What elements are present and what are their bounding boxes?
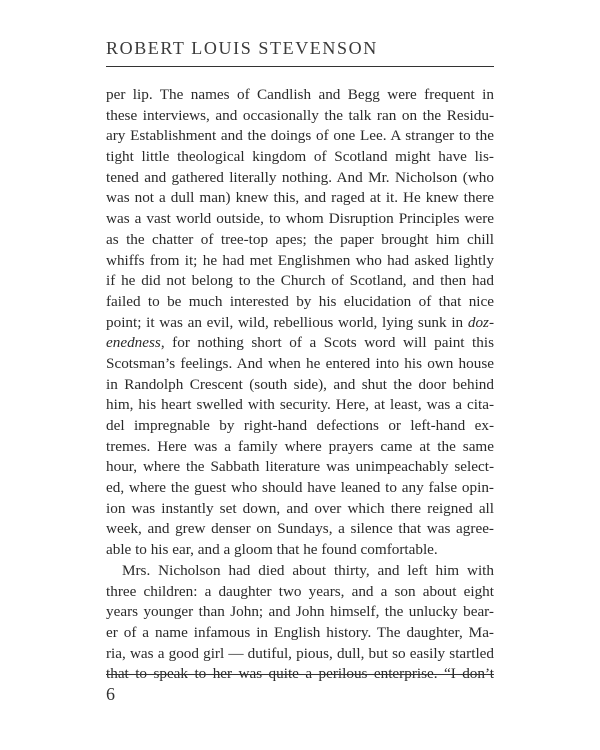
page-number: 6 [106, 684, 115, 704]
text-line-with-italic [106, 313, 494, 334]
text-line: week, and grew denser on Sundays, a silence that was agree- [106, 520, 494, 538]
text-line: as the chatter of tree-top apes; the paper brought him chill [106, 230, 494, 248]
italic-word: doz- [467, 313, 495, 331]
text-line: tened and gathered literally nothing. And Mr. Nicholson (who [106, 168, 494, 186]
text-line: ary Establishment and the doings of one Lee. A stranger to the [106, 127, 494, 145]
text-line: tight little theological kingdom of Scotland might have lis- [106, 148, 494, 166]
header-rule [106, 66, 494, 67]
text-line: per lip. The names of Candlish and Begg were frequent in [106, 86, 494, 103]
text-line: three children: a daughter two years, and a son about eight [106, 582, 494, 600]
text-line-part: , for nothing short of a Scots word will paint this [160, 334, 494, 352]
running-head: ROBERT LOUIS STEVENSON [106, 38, 378, 58]
text-line-part: point; it was an evil, wild, rebellious world, lying sunk in [106, 313, 464, 331]
text-line: able to his ear, and a gloom that he found comfortable. [106, 541, 438, 559]
text-line-with-italic [106, 333, 494, 354]
text-line: Scotsman’s feelings. And when he entered into his own house [106, 354, 494, 372]
text-line: in Randolph Crescent (south side), and shut the door behind [106, 375, 494, 393]
footer-rule [106, 674, 494, 675]
text-line: ed, where the guest who should have leaned to any false opin- [106, 479, 494, 497]
body-text [106, 85, 494, 685]
text-line: whiffs from it; he had met Englishmen who had asked lightly [106, 251, 494, 269]
italic-word: enedness [106, 334, 161, 352]
text-line: er of a name infamous in English history. The daughter, Ma- [106, 623, 494, 641]
text-line: that to speak to her was quite a perilous enterprise. “I don’t [106, 665, 494, 683]
text-line: was a vast world outside, to whom Disruption Principles were [106, 210, 494, 228]
text-line: these interviews, and occasionally the talk ran on the Residu- [106, 106, 494, 124]
text-line: him, his heart swelled with security. Here, at least, was a cita- [106, 396, 494, 414]
text-line: ria, was a good girl — dutiful, pious, dull, but so easily startled [106, 644, 494, 662]
text-line: was not a dull man) knew this, and raged at it. He knew there [106, 189, 494, 207]
text-line: years younger than John; and John himself, the unlucky bear- [106, 603, 494, 621]
text-line: tremes. Here was a family where prayers came at the same [106, 437, 494, 455]
text-line: failed to be much interested by his elucidation of that nice [106, 292, 494, 310]
text-line: if he did not belong to the Church of Scotland, and then had [106, 272, 494, 290]
text-line: Mrs. Nicholson had died about thirty, and left him with [122, 561, 494, 579]
text-line: del impregnable by right-hand defections or left-hand ex- [106, 417, 494, 434]
text-line: ion was instantly set down, and over which there reigned all [106, 499, 494, 517]
text-line: hour, where the Sabbath literature was unimpeachably select- [106, 458, 494, 476]
